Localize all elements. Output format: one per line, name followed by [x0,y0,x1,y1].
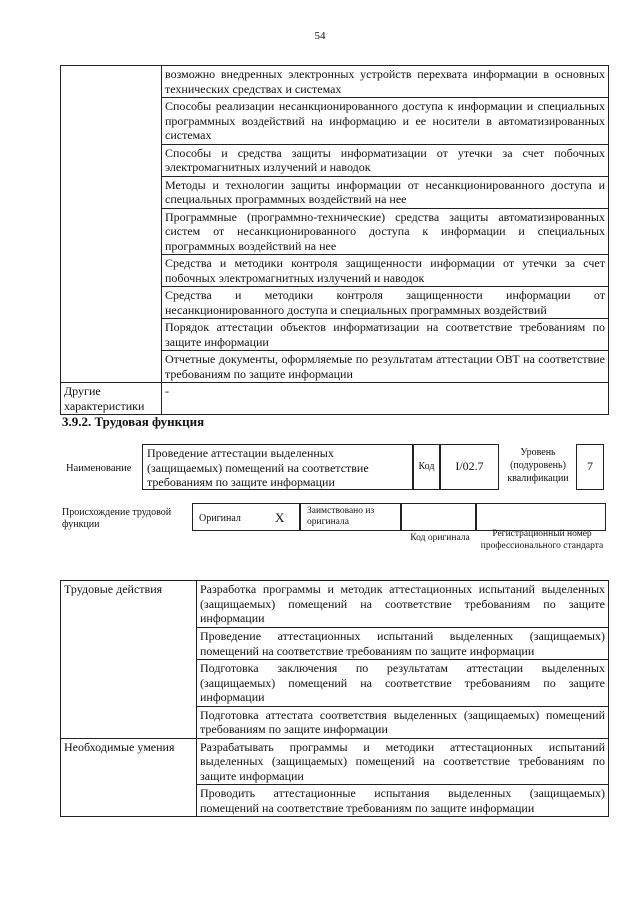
level-value: 7 [576,444,604,490]
other-characteristics-value: - [162,383,609,415]
knowledge-table [60,65,609,415]
other-characteristics-label: Другие характеристики [61,383,162,415]
code-original-cell [401,503,476,531]
origin-label: Происхождение трудовой функции [62,507,172,530]
labor-actions-label: Трудовые действия [61,581,197,739]
knowledge-item: Программные (программно-технические) средства защиты автоматизированных систем от несанкционированного доступа к информации и специальных программных воздействий на нее [162,208,609,255]
labor-action-item: Подготовка заключения по результатам аттестации выделенных (защищаемых) помещений на соответствие требованиям по защите информации [197,660,609,707]
name-label: Наименование [66,463,132,474]
original-cell [192,503,300,531]
reg-number-cell [476,503,606,531]
section-heading: 3.9.2. Трудовая функция [62,414,205,429]
borrowed-label: Заимствовано из оригинала [300,503,401,531]
labor-action-item: Подготовка аттестата соответствия выделенных (защищаемых) помещений требованиям по защите информации [197,706,609,738]
page-number: 54 [314,30,326,42]
labor-action-item: Проведение аттестационных испытаний выделенных (защищаемых) помещений на соответствие требованиям по защите информации [197,628,609,660]
level-label: Уровень (подуровень) квалификации [507,447,569,484]
function-name-value: Проведение аттестации выделенных (защищаемых) помещений на соответствие требованиям по защите информации [147,446,369,489]
knowledge-item: Отчетные документы, оформляемые по результатам аттестации ОВТ на соответствие требованиям по защите информации [162,351,609,383]
knowledge-item: Методы и технологии защиты информации от несанкционированного доступа и специальных программных воздействий на нее [162,176,609,208]
skill-item: Разрабатывать программы и методики аттестационных испытаний выделенных (защищаемых) помещений на соответствие требованиям по защите информации [197,738,609,785]
original-mark: X [275,510,285,525]
knowledge-item: возможно внедренных электронных устройств перехвата информации в основных технических средствах и системах [162,66,609,98]
knowledge-item: Средства и методики контроля защищенности информации от несанкционированного доступа и специальных программных воздействий [162,287,609,319]
code-value: I/02.7 [440,444,499,490]
required-skills-label: Необходимые умения [61,738,197,817]
knowledge-item: Средства и методики контроля защищенности информации от утечки за счет побочных электромагнитных излучений и наводок [162,255,609,287]
labor-action-item: Разработка программы и методик аттестационных испытаний выделенных (защищаемых) помещений на соответствие требованиям по защите информации [197,581,609,628]
code-original-label: Код оригинала [410,533,470,543]
knowledge-label-cell [61,66,162,383]
reg-number-label: Регистрационный номер профессионального стандарта [480,529,604,551]
code-label: Код [413,444,440,490]
knowledge-item: Способы реализации несанкционированного доступа к информации и специальных программных воздействий на информацию и ее носители в автоматизированных системах [162,98,609,145]
original-label: Оригинал [199,513,241,524]
skill-item: Проводить аттестационные испытания выделенных (защищаемых) помещений на соответствие требованиям по защите информации [197,785,609,817]
labor-function-table [60,580,609,817]
knowledge-item: Порядок аттестации объектов информатизации на соответствие требованиям по защите информации [162,319,609,351]
knowledge-item: Способы и средства защиты информатизации от утечки за счет побочных электромагнитных излучений и наводок [162,144,609,176]
function-name-box [142,444,413,490]
